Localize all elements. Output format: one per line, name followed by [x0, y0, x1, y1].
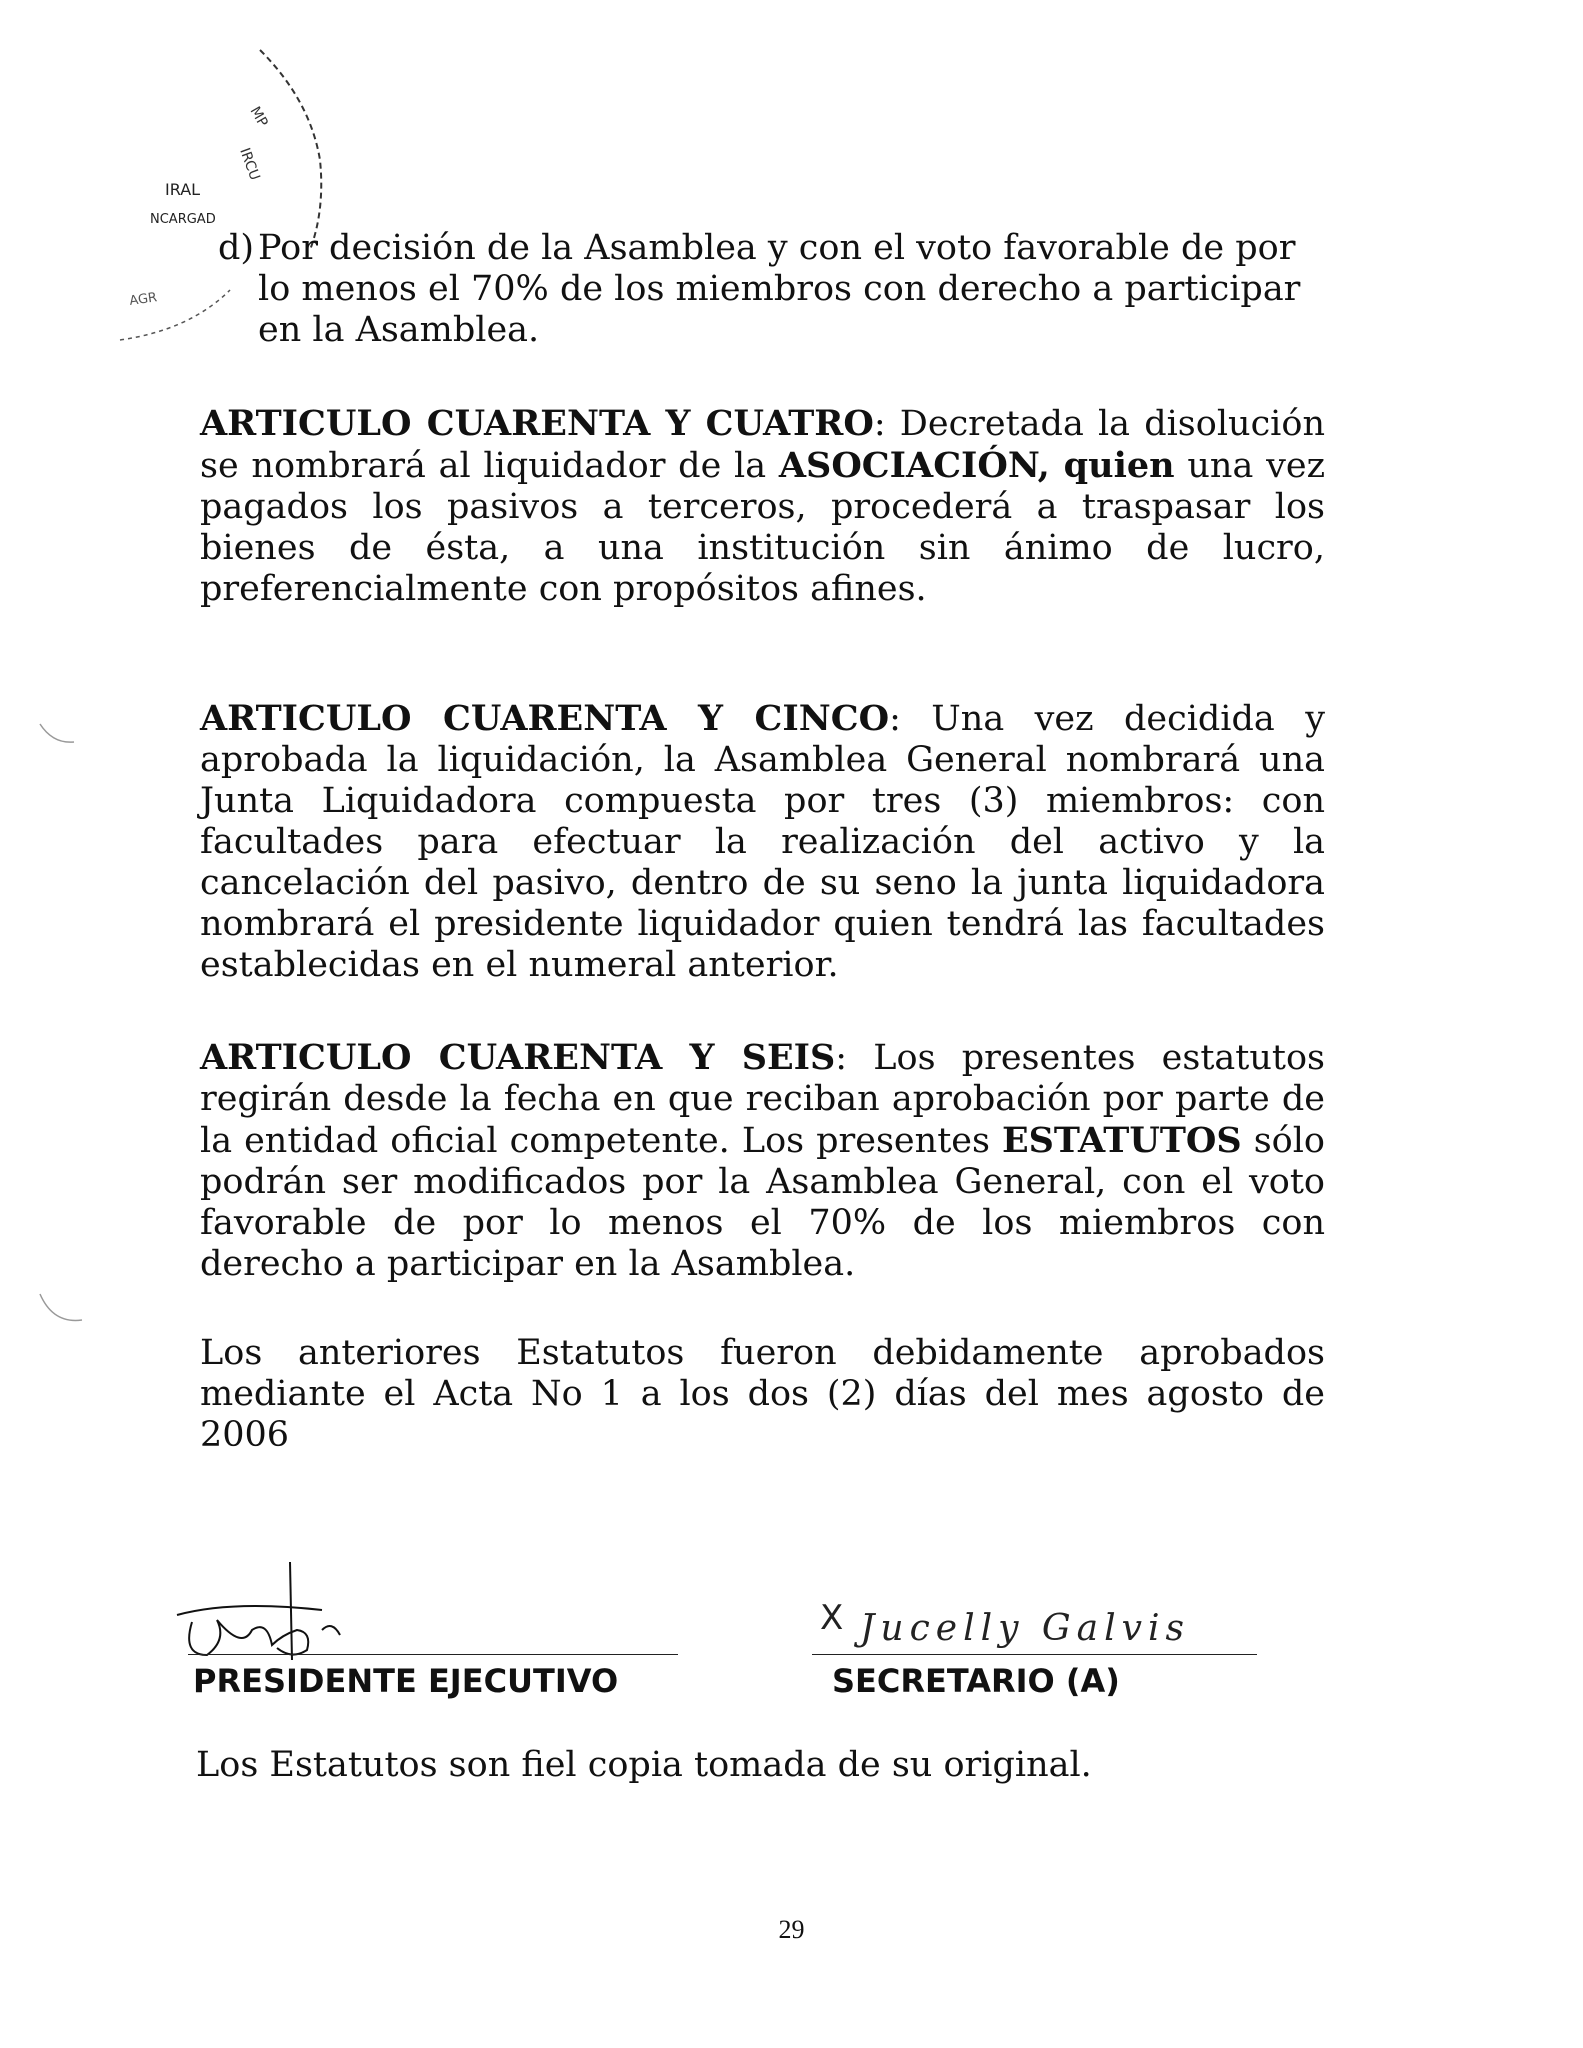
article-44: ARTICULO CUARENTA Y CUATRO: Decretada la disolución se nombrará al liquidador de la ASOCIACIÓN, quien una vez pagados los pasivos a terceros, procederá a traspasar los bienes de ésta, a una institución sin ánimo de lucro, preferencialmente con propósitos afines.	[200, 403, 1326, 609]
stamp-text-2: NCARGAD	[150, 212, 216, 227]
president-title: PRESIDENTE EJECUTIVO	[193, 1662, 619, 1700]
scan-mark-1	[38, 720, 78, 750]
list-item-d	[218, 228, 1336, 351]
president-signature	[172, 1560, 352, 1665]
article-46-heading: ARTICULO CUARENTA Y SEIS	[200, 1037, 836, 1078]
approval-paragraph: Los anteriores Estatutos fueron debidamente aprobados mediante el Acta No 1 a los dos (2) días del mes agosto de 2006	[200, 1333, 1325, 1455]
stamp-text-1: IRAL	[165, 180, 201, 199]
scan-mark-2	[38, 1290, 88, 1330]
page-number: 29	[778, 1915, 805, 1944]
article-45: ARTICULO CUARENTA Y CINCO: Una vez decidida y aprobada la liquidación, la Asamblea General nombrará una Junta Liquidadora compuesta por tres (3) miembros: con facultades para efectuar la realización del activo y la cancelación del pasivo, dentro de su seno la junta liquidadora nombrará el presidente liquidador quien tendrá las facultades establecidas en el numeral anterior.	[200, 698, 1325, 985]
article-44-heading: ARTICULO CUARENTA Y CUATRO	[200, 403, 874, 444]
stamp-text-4: IRCU	[236, 145, 263, 183]
secretary-x-mark: X	[820, 1598, 844, 1638]
stamp-text-5: MP	[246, 104, 271, 130]
list-item-marker: d)	[218, 228, 255, 268]
secretary-title: SECRETARIO (A)	[832, 1662, 1120, 1700]
article-46: ARTICULO CUARENTA Y SEIS: Los presentes estatutos regirán desde la fecha en que reciban aprobación por parte de la entidad oficial competente. Los presentes ESTATUTOS sólo podrán ser modificados por la Asamblea General, con el voto favorable de por lo menos el 70% de los miembros con derecho a participar en la Asamblea.	[200, 1037, 1325, 1284]
secretary-handwriting: Jucelly Galvis	[860, 1608, 1190, 1649]
stamp-text-3: AGR	[128, 290, 159, 309]
article-45-heading: ARTICULO CUARENTA Y CINCO	[200, 698, 890, 739]
closing-statement: Los Estatutos son fiel copia tomada de su original.	[196, 1745, 1092, 1785]
list-item-text: Por decisión de la Asamblea y con el voto favorable de por lo menos el 70% de los miembros con derecho a participar en la Asamblea.	[258, 228, 1301, 350]
